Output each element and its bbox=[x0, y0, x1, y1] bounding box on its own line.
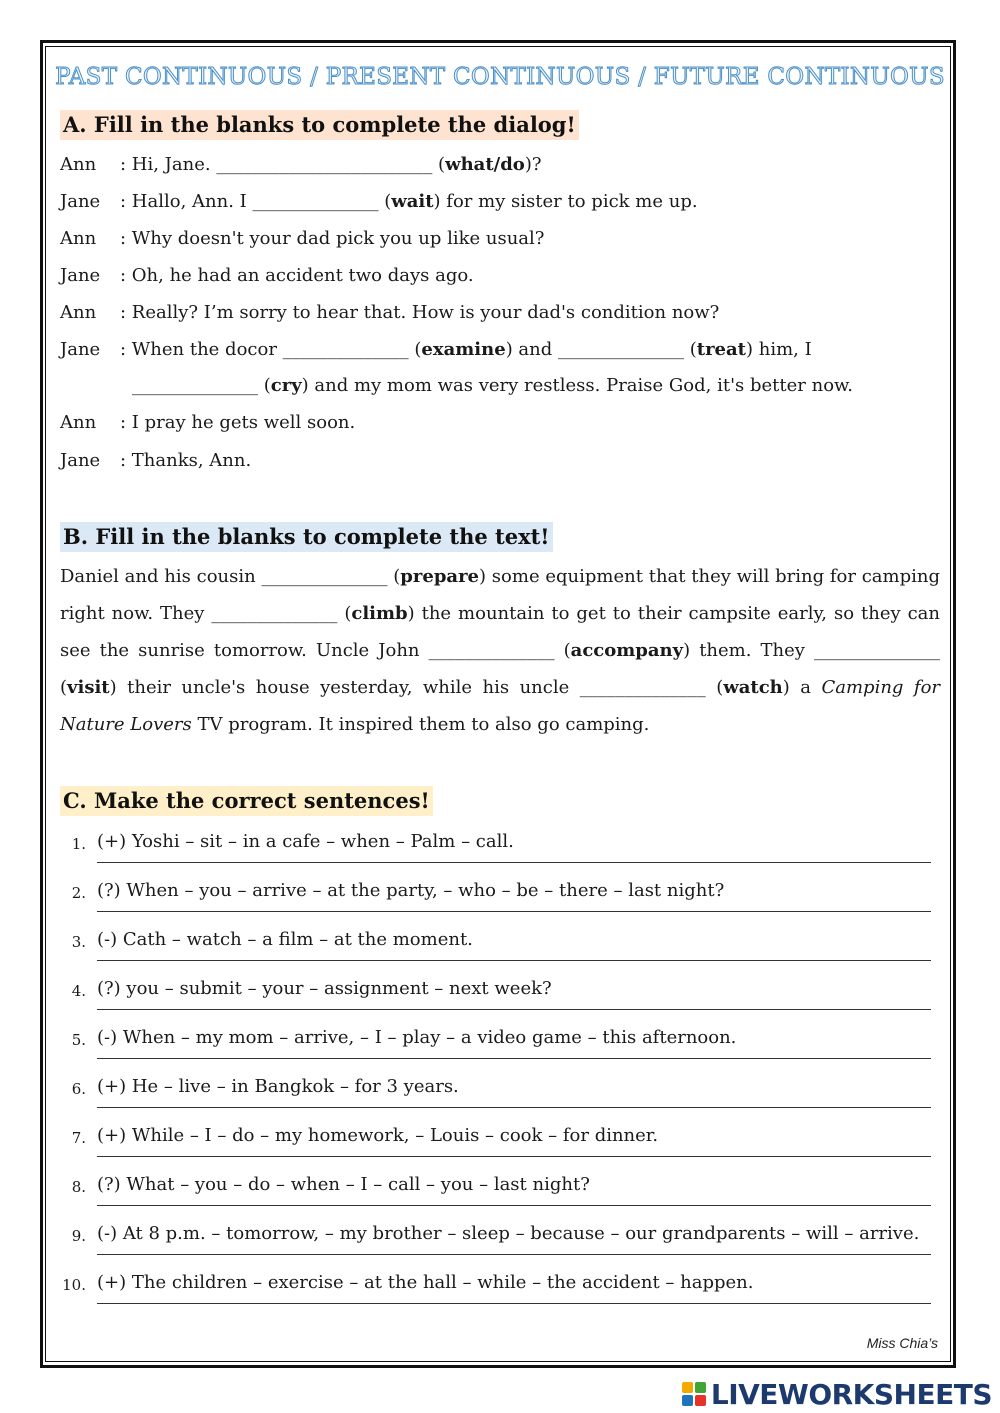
dialog-line bbox=[60, 191, 698, 213]
item-number: 6. bbox=[71, 1080, 86, 1098]
dialog-line bbox=[60, 302, 719, 324]
dialog-text: : When the docor bbox=[120, 339, 283, 360]
dialog-line bbox=[60, 339, 812, 361]
item-number: 5. bbox=[71, 1031, 86, 1049]
paragraph-text: ( bbox=[337, 603, 352, 624]
dialog-line bbox=[60, 154, 542, 176]
dialog-text: ) and bbox=[505, 339, 558, 360]
section-a-heading: A. Fill in the blanks to complete the dialog! bbox=[60, 110, 579, 140]
dialog-text: ) him, I bbox=[745, 339, 812, 360]
speaker: Ann bbox=[60, 412, 97, 433]
verb-hint: watch bbox=[723, 677, 783, 698]
item-number: 10. bbox=[62, 1276, 86, 1294]
dialog-text: ( bbox=[432, 154, 446, 175]
paragraph-text: ( bbox=[387, 566, 401, 587]
dialog-line bbox=[60, 265, 474, 287]
verb-hint: wait bbox=[391, 191, 434, 212]
dialog-line-continuation bbox=[132, 375, 853, 397]
paragraph-text: ( bbox=[60, 677, 68, 698]
section-b-heading: B. Fill in the blanks to complete the text! bbox=[60, 522, 553, 552]
answer-line[interactable] bbox=[97, 1058, 931, 1059]
answer-blank[interactable]: ______________ bbox=[211, 603, 338, 624]
speaker: Jane bbox=[60, 191, 101, 212]
author-signature: Miss Chia’s bbox=[866, 1335, 938, 1351]
answer-blank[interactable]: ______________ bbox=[132, 375, 258, 396]
verb-hint: examine bbox=[421, 339, 506, 360]
answer-blank[interactable]: ________________________ bbox=[216, 154, 433, 175]
paragraph-text: TV program. It inspired them to also go camping. bbox=[191, 714, 650, 735]
item-number: 4. bbox=[71, 982, 86, 1000]
answer-line[interactable] bbox=[97, 1156, 931, 1157]
speaker: Jane bbox=[60, 265, 101, 286]
section-c-heading: C. Make the correct sentences! bbox=[60, 786, 433, 816]
paragraph-text: Daniel and his cousin bbox=[60, 566, 262, 587]
item-prompt: (+) He – live – in Bangkok – for 3 years. bbox=[97, 1076, 459, 1097]
liveworksheets-logo-icon bbox=[681, 1381, 707, 1407]
item-prompt: (?) When – you – arrive – at the party, – who – be – there – last night? bbox=[97, 880, 725, 901]
verb-hint: treat bbox=[696, 339, 746, 360]
answer-line[interactable] bbox=[97, 1303, 931, 1304]
verb-hint: prepare bbox=[400, 566, 480, 587]
answer-line[interactable] bbox=[97, 1254, 931, 1255]
dialog-text: ( bbox=[378, 191, 392, 212]
dialog-text: : Hallo, Ann. I bbox=[120, 191, 253, 212]
item-prompt: (-) When – my mom – arrive, – I – play – a video game – this afternoon. bbox=[97, 1027, 737, 1048]
verb-hint: accompany bbox=[570, 640, 684, 661]
speaker: Jane bbox=[60, 339, 101, 360]
dialog-text: )? bbox=[524, 154, 542, 175]
logo-text: LIVEWORKSHEETS bbox=[710, 1377, 992, 1411]
item-number: 3. bbox=[71, 933, 86, 951]
speaker: Ann bbox=[60, 154, 97, 175]
item-number: 7. bbox=[71, 1129, 86, 1147]
paragraph-text: ) the mountain to get to their campsite early, so they can see the sunrise tomorrow. Uncle John bbox=[60, 603, 940, 661]
paragraph-text: ) a bbox=[782, 677, 822, 698]
verb-hint: cry bbox=[270, 375, 302, 396]
speaker: Ann bbox=[60, 228, 97, 249]
item-prompt: (+) Yoshi – sit – in a cafe – when – Palm – call. bbox=[97, 831, 514, 852]
answer-line[interactable] bbox=[97, 862, 931, 863]
item-prompt: (-) At 8 p.m. – tomorrow, – my brother – sleep – because – our grandparents – will – arrive. bbox=[97, 1223, 920, 1244]
dialog-text: ) and my mom was very restless. Praise God, it's better now. bbox=[301, 375, 854, 396]
paragraph-text: ) some equipment that they will bring for camping right now. They bbox=[60, 566, 941, 624]
item-prompt: (+) The children – exercise – at the hall – while – the accident – happen. bbox=[97, 1272, 754, 1293]
dialog-text: ( bbox=[684, 339, 697, 360]
answer-blank[interactable]: ______________ bbox=[428, 640, 555, 661]
item-number: 1. bbox=[71, 835, 86, 853]
paragraph-text: ) their uncle's house yesterday, while his uncle bbox=[109, 677, 580, 698]
answer-line[interactable] bbox=[97, 1107, 931, 1108]
answer-blank[interactable]: ______________ bbox=[814, 640, 941, 661]
verb-hint: what/do bbox=[445, 154, 525, 175]
program-title: Camping for Nature Lovers bbox=[60, 677, 941, 735]
answer-blank[interactable]: ______________ bbox=[558, 339, 684, 360]
answer-line[interactable] bbox=[97, 1009, 931, 1010]
item-number: 2. bbox=[71, 884, 86, 902]
item-number: 9. bbox=[71, 1227, 86, 1245]
dialog-text: : Oh, he had an accident two days ago. bbox=[120, 265, 474, 286]
answer-blank[interactable]: ______________ bbox=[252, 191, 379, 212]
dialog-text: ( bbox=[408, 339, 422, 360]
dialog-line bbox=[60, 412, 355, 434]
dialog-text: : Really? I’m sorry to hear that. How is your dad's condition now? bbox=[120, 302, 720, 323]
item-prompt: (?) What – you – do – when – I – call – you – last night? bbox=[97, 1174, 590, 1195]
worksheet-title: PAST CONTINUOUS / PRESENT CONTINUOUS / FUTURE CONTINUOUS bbox=[55, 64, 945, 90]
item-number: 8. bbox=[71, 1178, 86, 1196]
liveworksheets-logo[interactable] bbox=[681, 1378, 992, 1410]
dialog-text: : Why doesn't your dad pick you up like usual? bbox=[120, 228, 545, 249]
dialog-text: ( bbox=[258, 375, 271, 396]
dialog-text: : Thanks, Ann. bbox=[120, 450, 252, 471]
dialog-text: ) for my sister to pick me up. bbox=[433, 191, 698, 212]
answer-line[interactable] bbox=[97, 911, 931, 912]
paragraph-text: ) them. They bbox=[683, 640, 815, 661]
dialog-line bbox=[60, 228, 544, 250]
section-b-paragraph bbox=[60, 558, 940, 743]
paragraph-text: ( bbox=[705, 677, 724, 698]
dialog-line bbox=[60, 450, 251, 472]
speaker: Jane bbox=[60, 450, 101, 471]
speaker: Ann bbox=[60, 302, 97, 323]
answer-blank[interactable]: ______________ bbox=[261, 566, 388, 587]
dialog-text: : I pray he gets well soon. bbox=[120, 412, 356, 433]
paragraph-text: ( bbox=[554, 640, 571, 661]
item-prompt: (?) you – submit – your – assignment – next week? bbox=[97, 978, 552, 999]
answer-blank[interactable]: ______________ bbox=[579, 677, 706, 698]
verb-hint: visit bbox=[67, 677, 110, 698]
answer-line[interactable] bbox=[97, 960, 931, 961]
item-prompt: (-) Cath – watch – a film – at the moment. bbox=[97, 929, 473, 950]
answer-blank[interactable]: ______________ bbox=[282, 339, 409, 360]
answer-line[interactable] bbox=[97, 1205, 931, 1206]
dialog-text: : Hi, Jane. bbox=[120, 154, 217, 175]
verb-hint: climb bbox=[351, 603, 408, 624]
item-prompt: (+) While – I – do – my homework, – Louis – cook – for dinner. bbox=[97, 1125, 659, 1146]
